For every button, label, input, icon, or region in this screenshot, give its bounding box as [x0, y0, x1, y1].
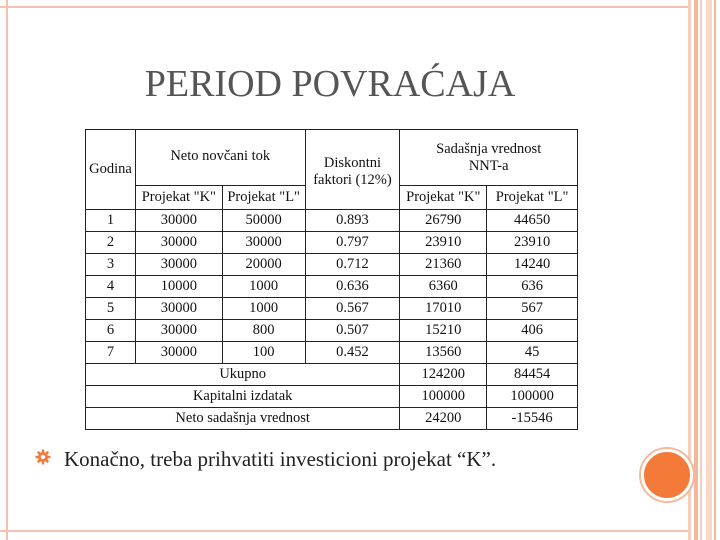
cell-godina: 5 [86, 298, 136, 320]
cell-neto-k: 30000 [135, 320, 222, 342]
cell-sv-k: 6360 [400, 276, 487, 298]
summary-row-ukupno [86, 364, 578, 386]
cell-sv-k: 23910 [400, 232, 487, 254]
cell-neto-k: 30000 [135, 298, 222, 320]
cell-godina: 3 [86, 254, 136, 276]
cell-neto-l: 1000 [222, 298, 305, 320]
conclusion-text: Konačno, treba prihvatiti investicioni projekat “K”. [64, 447, 497, 471]
cell-diskontni: 0.797 [305, 232, 400, 254]
cell-godina: 7 [86, 342, 136, 364]
cell-neto-k: 10000 [135, 276, 222, 298]
summary-value-k: 100000 [400, 386, 487, 408]
summary-label: Neto sadašnja vrednost [86, 408, 400, 430]
summary-row-kapitalni-izdatak [86, 386, 578, 408]
cell-sv-l: 636 [487, 276, 578, 298]
cell-sv-k: 13560 [400, 342, 487, 364]
cell-godina: 2 [86, 232, 136, 254]
cell-godina: 4 [86, 276, 136, 298]
table-row [86, 232, 578, 254]
summary-label: Kapitalni izdatak [86, 386, 400, 408]
gear-icon [35, 449, 51, 465]
table-row [86, 320, 578, 342]
summary-value-k: 124200 [400, 364, 487, 386]
header-sv-projekat-k: Projekat "K" [400, 186, 487, 210]
cell-sv-l: 406 [487, 320, 578, 342]
summary-label: Ukupno [86, 364, 400, 386]
cell-neto-l: 100 [222, 342, 305, 364]
table-row [86, 254, 578, 276]
header-neto-projekat-k: Projekat "K" [135, 186, 222, 210]
summary-row-neto-sadasnja-vrednost [86, 408, 578, 430]
cell-neto-l: 800 [222, 320, 305, 342]
cell-neto-l: 30000 [222, 232, 305, 254]
header-neto-novcani-tok: Neto novčani tok [135, 130, 305, 186]
decorative-stripe [694, 0, 698, 540]
cell-diskontni: 0.567 [305, 298, 400, 320]
summary-value-l: -15546 [487, 408, 578, 430]
cell-diskontni: 0.636 [305, 276, 400, 298]
cell-neto-l: 1000 [222, 276, 305, 298]
cell-diskontni: 0.452 [305, 342, 400, 364]
table-row [86, 210, 578, 232]
decorative-orange-circle [641, 449, 693, 501]
cell-neto-k: 30000 [135, 210, 222, 232]
header-neto-projekat-l: Projekat "L" [222, 186, 305, 210]
cell-diskontni: 0.893 [305, 210, 400, 232]
header-godina: Godina [86, 130, 136, 210]
cell-neto-l: 50000 [222, 210, 305, 232]
payback-table [85, 129, 578, 430]
cell-sv-k: 26790 [400, 210, 487, 232]
cell-neto-k: 30000 [135, 254, 222, 276]
cell-sv-l: 567 [487, 298, 578, 320]
header-sadasnja-vrednost: Sadašnja vrednost NNT-a [400, 130, 578, 186]
frame-bottom-border [0, 530, 690, 540]
cell-sv-l: 45 [487, 342, 578, 364]
cell-neto-l: 20000 [222, 254, 305, 276]
decorative-stripe [688, 0, 691, 540]
cell-sv-l: 44650 [487, 210, 578, 232]
cell-godina: 6 [86, 320, 136, 342]
slide-title: PERIOD POVRAĆAJA [144, 63, 516, 105]
decorative-stripe [700, 0, 702, 540]
cell-sv-k: 15210 [400, 320, 487, 342]
summary-value-l: 100000 [487, 386, 578, 408]
cell-godina: 1 [86, 210, 136, 232]
cell-sv-l: 14240 [487, 254, 578, 276]
decorative-stripe [714, 0, 716, 540]
cell-diskontni: 0.507 [305, 320, 400, 342]
table-row [86, 276, 578, 298]
decorative-stripe [706, 0, 712, 540]
cell-neto-k: 30000 [135, 342, 222, 364]
cell-sv-l: 23910 [487, 232, 578, 254]
summary-value-l: 84454 [487, 364, 578, 386]
summary-value-k: 24200 [400, 408, 487, 430]
cell-neto-k: 30000 [135, 232, 222, 254]
cell-sv-k: 21360 [400, 254, 487, 276]
cell-sv-k: 17010 [400, 298, 487, 320]
table-row [86, 298, 578, 320]
header-sv-projekat-l: Projekat "L" [487, 186, 578, 210]
header-diskontni-faktori: Diskontni faktori (12%) [305, 130, 400, 210]
cell-diskontni: 0.712 [305, 254, 400, 276]
table-row [86, 342, 578, 364]
frame-top-border [0, 0, 690, 8]
